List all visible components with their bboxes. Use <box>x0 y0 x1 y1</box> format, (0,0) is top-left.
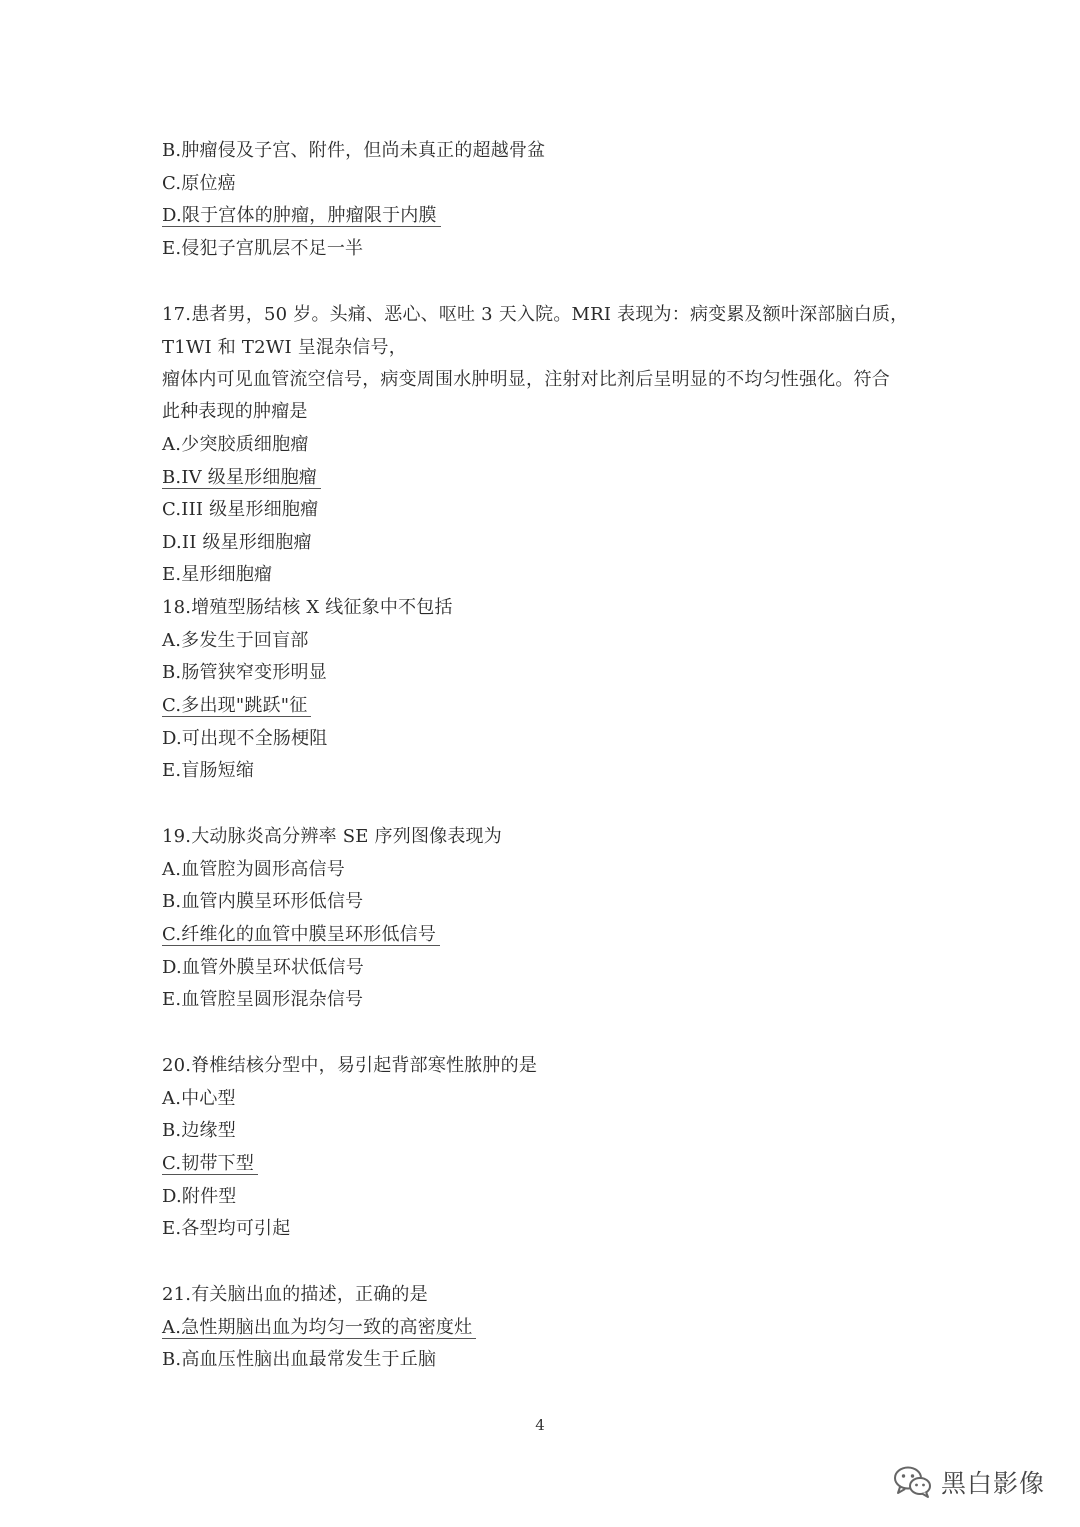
text-line <box>162 172 236 196</box>
line-text: E.侵犯子宫肌层不足一半 <box>162 238 364 259</box>
text-line <box>162 825 502 849</box>
text-line <box>162 139 545 163</box>
line-text: 18.增殖型肠结核 X 线征象中不包括 <box>162 597 453 618</box>
page-number: 4 <box>535 1416 545 1434</box>
line-text: B.肠管狭窄变形明显 <box>162 662 327 683</box>
correct-answer-text: C.韧带下型 <box>162 1153 258 1175</box>
text-line <box>162 563 272 587</box>
text-line <box>162 988 363 1012</box>
line-text: 17.患者男，50 岁。头痛、恶心、呕吐 3 天入院。MRI 表现为：病变累及额叶深部脑白质， <box>162 304 909 325</box>
line-text: D.II 级星形细胞瘤 <box>162 532 312 553</box>
correct-answer-text: A.急性期脑出血为均匀一致的高密度灶 <box>162 1317 476 1339</box>
line-text: A.血管腔为圆形高信号 <box>162 859 345 880</box>
correct-answer-text: B.IV 级星形细胞瘤 <box>162 467 321 489</box>
text-line <box>162 1054 537 1078</box>
text-line <box>162 596 453 620</box>
answer-line <box>162 1152 258 1176</box>
text-line <box>162 303 908 327</box>
text-line <box>162 400 308 424</box>
text-line <box>162 498 318 522</box>
line-text: E.星形细胞瘤 <box>162 564 273 585</box>
text-line <box>162 433 309 457</box>
text-line <box>162 1119 236 1143</box>
line-text: 21.有关脑出血的描述，正确的是 <box>162 1284 428 1305</box>
line-text: E.盲肠短缩 <box>162 760 255 781</box>
text-line <box>162 1087 236 1111</box>
line-text: D.可出现不全肠梗阻 <box>162 728 328 749</box>
line-text: 此种表现的肿瘤是 <box>162 401 308 422</box>
answer-line <box>162 923 440 947</box>
text-line <box>162 368 890 392</box>
answer-line <box>162 466 321 490</box>
text-line <box>162 629 309 653</box>
line-text: C.III 级星形细胞瘤 <box>162 499 319 520</box>
wechat-icon <box>893 1465 933 1499</box>
text-line <box>162 890 363 914</box>
text-line <box>162 1217 290 1241</box>
line-text: D.附件型 <box>162 1186 237 1207</box>
line-text: D.血管外膜呈环状低信号 <box>162 957 364 978</box>
correct-answer-text: C.纤维化的血管中膜呈环形低信号 <box>162 924 440 946</box>
line-text: C.原位癌 <box>162 173 236 194</box>
line-text: T1WI 和 T2WI 呈混杂信号， <box>162 337 407 358</box>
text-line <box>162 1185 237 1209</box>
line-text: A.少突胶质细胞瘤 <box>162 434 309 455</box>
line-text: E.血管腔呈圆形混杂信号 <box>162 989 364 1010</box>
watermark <box>893 1460 1045 1504</box>
correct-answer-text: D.限于宫体的肿瘤，肿瘤限于内膜 <box>162 205 441 227</box>
text-line <box>162 759 254 783</box>
line-text: E.各型均可引起 <box>162 1218 291 1239</box>
answer-line <box>162 204 441 228</box>
line-text: B.高血压性脑出血最常发生于丘脑 <box>162 1349 437 1370</box>
text-line <box>162 336 407 360</box>
text-line <box>162 956 364 980</box>
line-text: 19.大动脉炎高分辨率 SE 序列图像表现为 <box>162 826 502 847</box>
line-text: 瘤体内可见血管流空信号，病变周围水肿明显，注射对比剂后呈明显的不均匀性强化。符合 <box>162 369 890 390</box>
text-line <box>162 1348 436 1372</box>
line-text: A.中心型 <box>162 1088 236 1109</box>
text-line <box>162 1283 428 1307</box>
line-text: B.边缘型 <box>162 1120 236 1141</box>
text-line <box>162 858 345 882</box>
line-text: 20.脊椎结核分型中，易引起背部寒性脓肿的是 <box>162 1055 538 1076</box>
answer-line <box>162 694 311 718</box>
line-text: B.肿瘤侵及子宫、附件，但尚未真正的超越骨盆 <box>162 140 546 161</box>
correct-answer-text: C.多出现"跳跃"征 <box>162 695 311 717</box>
watermark-text: 黑白影像 <box>941 1469 1046 1498</box>
text-line <box>162 531 312 555</box>
line-text: B.血管内膜呈环形低信号 <box>162 891 364 912</box>
text-line <box>162 661 327 685</box>
text-line <box>162 727 328 751</box>
line-text: A.多发生于回盲部 <box>162 630 309 651</box>
text-line <box>162 237 363 261</box>
answer-line <box>162 1316 476 1340</box>
